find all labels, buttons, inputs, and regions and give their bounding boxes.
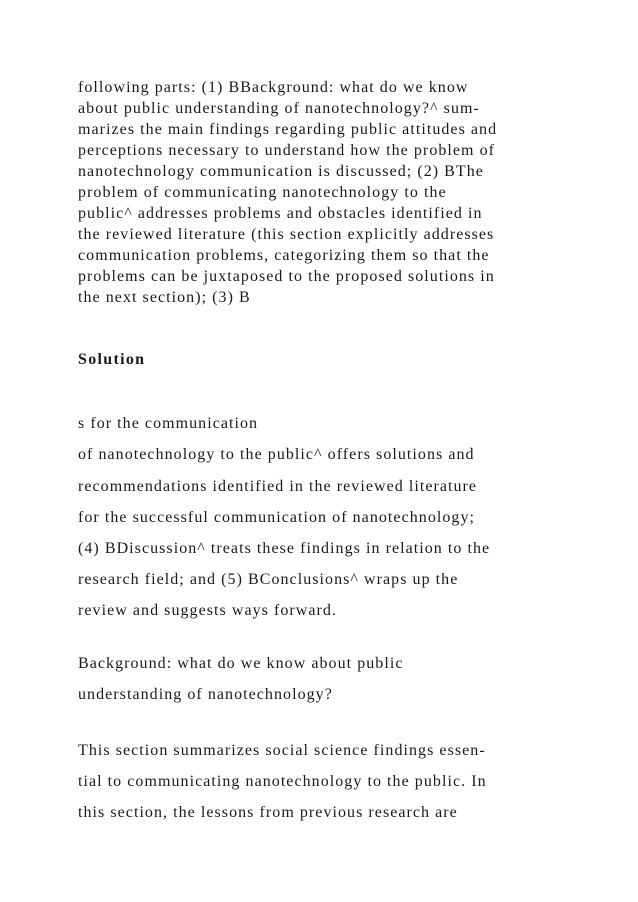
- text-line: (4) BDiscussion^ treats these findings in relation to the: [78, 540, 491, 557]
- text-line: marizes the main findings regarding public attitudes and: [78, 121, 498, 138]
- text-line: the reviewed literature (this section explicitly addresses: [78, 226, 495, 243]
- text-line: tial to communicating nanotechnology to the public. In: [78, 773, 487, 790]
- text-line: this section, the lessons from previous research are: [78, 804, 458, 821]
- text-line: research field; and (5) BConclusions^ wraps up the: [78, 571, 459, 588]
- text-line: problem of communicating nanotechnology to the: [78, 184, 447, 201]
- text-line: nanotechnology communication is discussed; (2) BThe: [78, 163, 484, 180]
- text-line: review and suggests ways forward.: [78, 602, 338, 619]
- text-line: of nanotechnology to the public^ offers solutions and: [78, 446, 475, 463]
- section-heading: Solution: [78, 351, 146, 368]
- text-line: This section summarizes social science findings essen-: [78, 742, 486, 759]
- text-line: perceptions necessary to understand how the problem of: [78, 142, 496, 159]
- text-line: about public understanding of nanotechnology?^ sum-: [78, 100, 480, 117]
- text-line: Background: what do we know about public: [78, 655, 404, 672]
- text-line: understanding of nanotechnology?: [78, 686, 333, 703]
- text-line: the next section); (3) B: [78, 289, 251, 306]
- text-line: for the successful communication of nanotechnology;: [78, 509, 476, 526]
- text-line: problems can be juxtaposed to the proposed solutions in: [78, 268, 495, 285]
- text-line: s for the communication: [78, 415, 259, 432]
- text-line: communication problems, categorizing them so that the: [78, 247, 490, 264]
- text-line: following parts: (1) BBackground: what do we know: [78, 79, 469, 96]
- text-line: recommendations identified in the reviewed literature: [78, 478, 478, 495]
- text-line: public^ addresses problems and obstacles identified in: [78, 205, 483, 222]
